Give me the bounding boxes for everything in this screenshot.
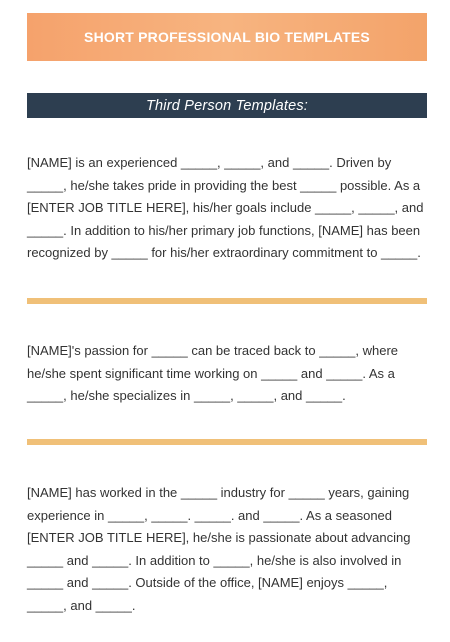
page-title: SHORT PROFESSIONAL BIO TEMPLATES: [84, 29, 370, 45]
section-divider: [27, 298, 427, 304]
bio-template-1: [NAME] is an experienced _____, _____, and _____. Driven by _____, he/she takes pride in providing the best _____ possible. As a [ENTER JOB TITLE HERE], his/her goals include _____, _____, and _____. In addition to his/her primary job functions, [NAME] has been recognized by _____ for his/her extraordinary commitment to _____.: [27, 155, 424, 260]
section-title: Third Person Templates:: [145, 97, 309, 114]
title-banner: [27, 13, 427, 61]
section-divider: [27, 439, 427, 445]
bio-template-3: [NAME] has worked in the _____ industry for _____ years, gaining experience in _____, _____. _____. and _____. As a seasoned [ENTER JOB TITLE HERE], he/she is passionate about advancing _____ and _____. In addition to _____, he/she is also involved in _____ and _____. Outside of the office, [NAME] enjoys _____, _____, and _____.: [27, 485, 411, 613]
bio-template-2: [NAME]'s passion for _____ can be traced back to _____, where he/she spent significant time working on _____ and _____. As a _____, he/she specializes in _____, _____, and _____.: [27, 343, 399, 403]
section-header: [27, 93, 427, 118]
